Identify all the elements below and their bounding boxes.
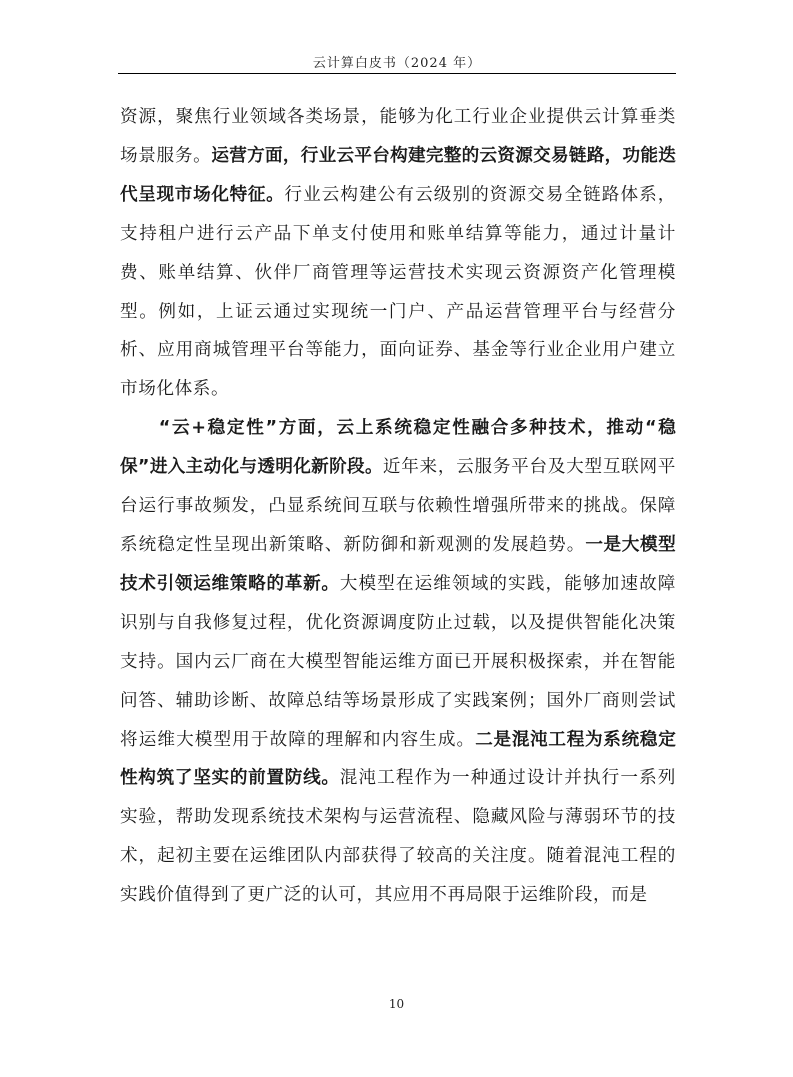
text-segment: 行业云构建公有云级别的资源交易全链路体系，支持租户进行云产品下单支付使用和账单结算等能力，通过计量计费、账单结算、伙伴厂商管理等运营技术实现云资源资产化管理模型。例如，上证云通过实现统一门户、产品运营管理平台与经营分析、应用商城管理平台等能力，面向证券、基金等行业企业用户建立市场化体系。 — [120, 184, 676, 400]
text-segment: 资源，聚焦行业领域各类场景，能够为化工行业企业提供云计算垂类场景服务。 — [120, 107, 676, 166]
bold-key-point: 二是混沌工程为系统稳定性构筑了坚实的前置防线。 — [120, 729, 676, 789]
page-number: 10 — [388, 997, 405, 1011]
paragraph-cloud-stability — [120, 409, 676, 915]
paragraph-industry-cloud-continuation — [120, 98, 676, 409]
document-body — [120, 98, 676, 915]
text-segment: 大模型在运维领域的实践，能够加速故障识别与自我修复过程，优化资源调度防止过载，以及提供智能化决策支持。国内云厂商在大模型智能运维方面已开展积极探索，并在智能问答、辅助诊断、故障总结等场景形成了实践案例；国外厂商则尝试将运维大模型用于故障的理解和内容生成。 — [120, 573, 676, 750]
bold-key-point: 运营方面，行业云平台构建完整的云资源交易链路，功能迭代呈现市场化特征。 — [120, 145, 676, 205]
text-segment: 混沌工程作为一种通过设计并执行一系列实验，帮助发现系统技术架构与运营流程、隐藏风险与薄弱环节的技术，起初主要在运维团队内部获得了较高的关注度。随着混沌工程的实践价值得到了更广泛的认可，其应用不再局限于运维阶段，而是 — [120, 768, 676, 906]
bold-key-point: 一是大模型技术引领运维策略的革新。 — [120, 534, 676, 594]
header-divider — [118, 73, 676, 74]
page-header: 云计算白皮书（2024 年） — [312, 56, 482, 71]
text-segment: 近年来，云服务平台及大型互联网平台运行事故频发，凸显系统间互联与依赖性增强所带来的挑战。保障系统稳定性呈现出新策略、新防御和新观测的发展趋势。 — [120, 457, 676, 555]
bold-key-point: “云+稳定性”方面，云上系统稳定性融合多种技术，推动“稳保”进入主动化与透明化新阶段。 — [120, 418, 676, 478]
